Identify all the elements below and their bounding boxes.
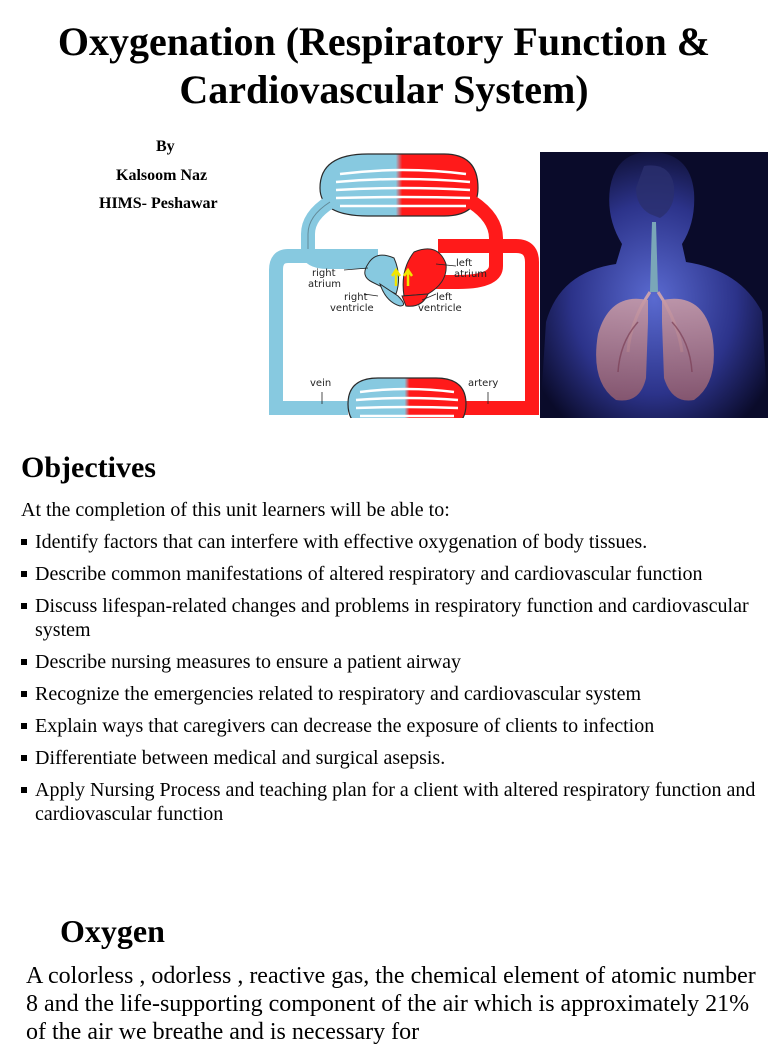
label-left-ventricle-2: ventricle	[418, 303, 462, 314]
list-item	[21, 682, 761, 706]
label-right-ventricle-1: right	[344, 292, 368, 303]
label-left-atrium-2: atrium	[454, 269, 488, 280]
objective-text: Describe common manifestations of altered respiratory and cardiovascular function	[35, 563, 703, 585]
list-item	[21, 650, 761, 674]
bullet-icon	[21, 691, 27, 697]
objectives-list	[21, 530, 761, 834]
objective-text: Differentiate between medical and surgical asepsis.	[35, 747, 446, 769]
objective-text: Explain ways that caregivers can decrease the exposure of clients to infection	[35, 715, 655, 737]
label-right-ventricle-2: ventricle	[330, 303, 374, 314]
objectives-heading: Objectives	[21, 451, 156, 484]
label-left-ventricle-1: left	[436, 292, 453, 303]
list-item	[21, 746, 761, 770]
objective-text: Describe nursing measures to ensure a patient airway	[35, 651, 461, 673]
author-name: Kalsoom Naz	[116, 167, 208, 184]
objective-text: Recognize the emergencies related to respiratory and cardiovascular system	[35, 683, 642, 705]
bullet-icon	[21, 659, 27, 665]
list-item	[21, 594, 761, 642]
label-left-atrium-1: left	[456, 258, 473, 269]
systemic-capillaries	[348, 378, 466, 418]
list-item	[21, 530, 761, 554]
author-institution: HIMS- Peshawar	[99, 195, 218, 212]
objective-text: Discuss lifespan-related changes and problems in respiratory function and cardiovascular system	[35, 595, 749, 641]
bullet-icon	[21, 723, 27, 729]
label-right-atrium-1: right	[312, 268, 336, 279]
bullet-icon	[21, 571, 27, 577]
pulmonary-capillaries	[320, 154, 478, 216]
label-right-atrium-2: atrium	[308, 279, 342, 290]
author-by: By	[156, 138, 175, 155]
respiratory-system-illustration	[540, 152, 768, 418]
oxygen-definition: A colorless , odorless , reactive gas, the chemical element of atomic number 8 and the life-supporting component of the air which is approximately 21% of the air we breathe and is necessary for	[26, 963, 756, 1045]
page-title: Oxygenation (Respiratory Function & Cardiovascular System)	[57, 19, 711, 112]
list-item	[21, 714, 761, 738]
bullet-icon	[21, 755, 27, 761]
objective-text: Apply Nursing Process and teaching plan for a client with altered respiratory function and cardiovascular function	[35, 779, 756, 825]
label-artery: artery	[468, 378, 499, 389]
bullet-icon	[21, 603, 27, 609]
list-item	[21, 778, 761, 826]
oxygen-heading: Oxygen	[60, 913, 165, 949]
list-item	[21, 562, 761, 586]
label-vein: vein	[310, 378, 332, 389]
objectives-intro: At the completion of this unit learners will be able to:	[21, 499, 450, 521]
objective-text: Identify factors that can interfere with effective oxygenation of body tissues.	[35, 531, 648, 553]
heart	[365, 249, 446, 306]
bullet-icon	[21, 787, 27, 793]
circulation-diagram	[268, 146, 540, 418]
bullet-icon	[21, 539, 27, 545]
